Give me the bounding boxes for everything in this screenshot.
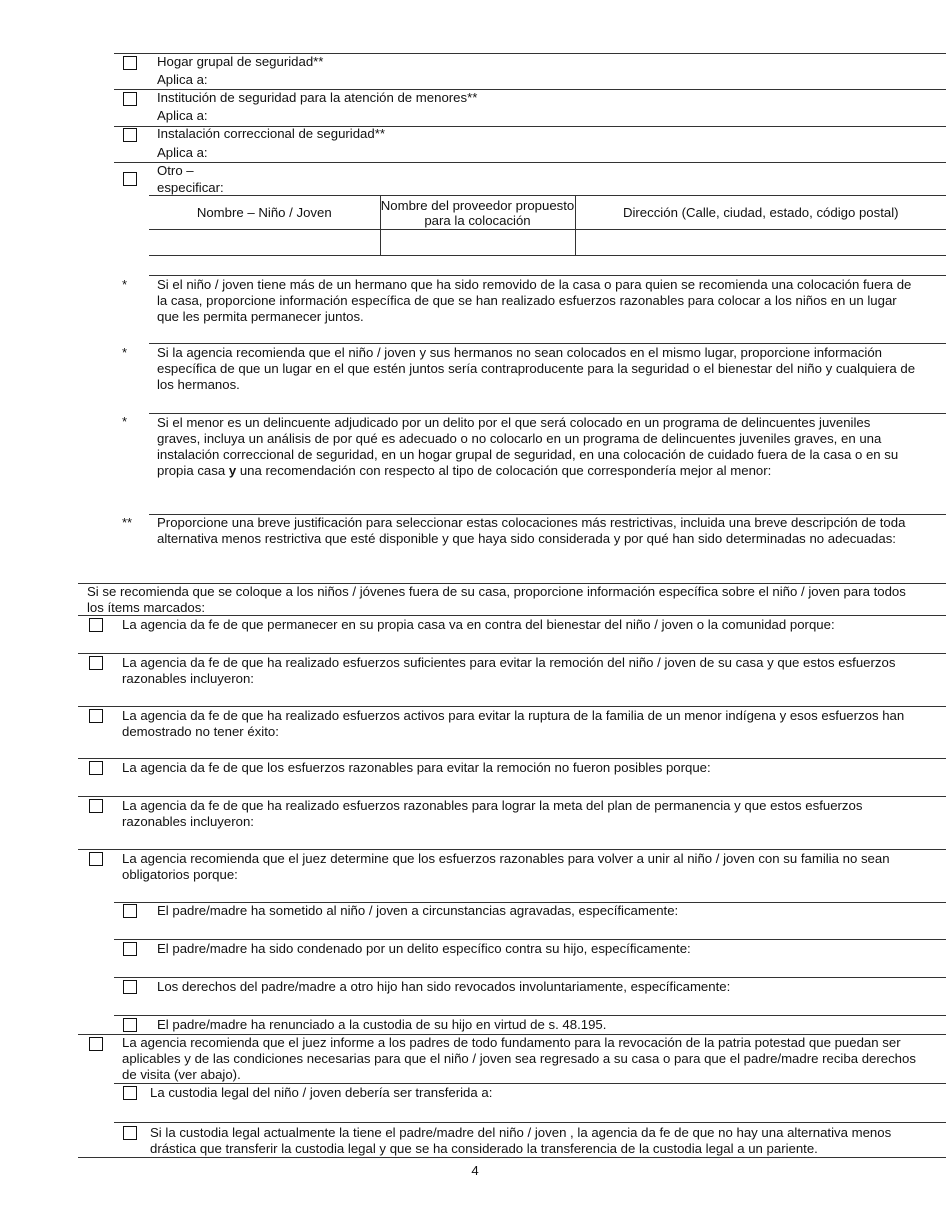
note-marker: **: [122, 515, 133, 530]
reason-text: Los derechos del padre/madre a otro hijo han sido revocados involuntariamente, específicamente:: [157, 979, 731, 994]
address-cell[interactable]: [575, 230, 946, 256]
checkbox-custody-transfer[interactable]: [123, 1086, 137, 1100]
finding-text: La agencia da fe de que los esfuerzos razonables para evitar la remoción no fueron posibles porque:: [122, 760, 711, 775]
checkbox-secure-group-home[interactable]: [123, 56, 137, 70]
table-header: Nombre del proveedor propuesto para la colocación: [380, 197, 575, 228]
table-header: Nombre – Niño / Joven: [149, 196, 380, 230]
note-serious-juvenile: Si el menor es un delincuente adjudicado por un delito por el que será colocado en un programa de delincuentes juveniles graves, incluya un análisis de por qué es adecuado o no colocarlo en un programa de delincuentes juveniles graves, en una instalación correccional de seguridad, en un hogar grupal de seguridad, en una colocación de cuidado fuera de la casa o en su propia casa y una recomendación con respecto al tipo de colocación que correspondería mejor al menor:: [157, 415, 899, 478]
placement-label: Institución de seguridad para la atención de menores**: [157, 90, 478, 105]
custody-text: Si la custodia legal actualmente la tiene el padre/madre del niño / joven , la agencia da fe de que no hay una alternativa menos drástica que transferir la custodia legal y que se ha considerado la transferencia de la custodia legal a un pariente.: [150, 1125, 892, 1156]
note-marker: *: [122, 414, 128, 429]
note-restrictive-justification: Proporcione una breve justificación para seleccionar estas colocaciones más restrictivas, incluida una breve descripción de toda alternativa menos restrictiva que esté disponible y que haya sido considerada y por qué han sido determinadas no adecuadas:: [157, 515, 906, 546]
checkbox-finding-efforts-prevent-removal[interactable]: [89, 656, 103, 670]
placement-applies: Aplica a:: [157, 72, 208, 87]
section-intro: Si se recomienda que se coloque a los niños / jóvenes fuera de su casa, proporcione información específica sobre el niño / joven para todos los ítems marcados:: [87, 584, 906, 615]
checkbox-custody-less-drastic[interactable]: [123, 1126, 137, 1140]
finding-text: La agencia da fe de que ha realizado esfuerzos activos para evitar la ruptura de la familia de un menor indígena y esos esfuerzos han demostrado no tener éxito:: [122, 708, 905, 739]
page-number: 4: [471, 1163, 479, 1178]
checkbox-relinquished-custody[interactable]: [123, 1018, 137, 1032]
placement-label: Hogar grupal de seguridad**: [157, 54, 324, 69]
checkbox-tpr-grounds[interactable]: [89, 1037, 103, 1051]
custody-text: La custodia legal del niño / joven debería ser transferida a:: [150, 1085, 493, 1100]
child-name-cell[interactable]: [149, 230, 380, 256]
checkbox-finding-welfare[interactable]: [89, 618, 103, 632]
placement-label: Otro –: [157, 163, 194, 178]
reason-text: El padre/madre ha sido condenado por un delito específico contra su hijo, específicamente:: [157, 941, 691, 956]
checkbox-aggravated-circumstances[interactable]: [123, 904, 137, 918]
termination-text: La agencia recomienda que el juez informe a los padres de todo fundamento para la revocación de la patria potestad que puedan ser aplicables y de las condiciones necesarias para que el niño / joven sea regresado a su casa o para que el padre/madre reciba derechos de visita (ver abajo).: [122, 1035, 916, 1082]
placement-applies: Aplica a:: [157, 108, 208, 123]
placement-specify: especificar:: [157, 180, 224, 195]
placement-label: Instalación correccional de seguridad**: [157, 126, 385, 141]
note-siblings-apart: Si la agencia recomienda que el niño / joven y sus hermanos no sean colocados en el mismo lugar, proporcione información específica de que un lugar en el que estén juntos sería contraproducente para la seguridad o el bienestar del niño y cualquiera de los hermanos.: [157, 345, 916, 392]
checkbox-finding-reunification-not-required[interactable]: [89, 852, 103, 866]
table-row: [149, 230, 946, 256]
table-header: Dirección (Calle, ciudad, estado, código postal): [575, 196, 946, 230]
checkbox-finding-efforts-not-possible[interactable]: [89, 761, 103, 775]
checkbox-other-placement[interactable]: [123, 172, 137, 186]
note-marker: *: [122, 345, 128, 360]
note-siblings-together: Si el niño / joven tiene más de un hermano que ha sido removido de la casa o para quien se recomienda una colocación fuera de la casa, proporcione información específica de que se han realizado esfuerzos razonables para colocar a los niños en un lugar que les permita permanecer juntos.: [157, 277, 912, 324]
finding-text: La agencia da fe de que ha realizado esfuerzos razonables para lograr la meta del plan de permanencia y que estos esfuerzos razonables incluyeron:: [122, 798, 863, 829]
checkbox-convicted-crime[interactable]: [123, 942, 137, 956]
checkbox-secure-childcare-institution[interactable]: [123, 92, 137, 106]
finding-text: La agencia recomienda que el juez determine que los esfuerzos razonables para volver a unir al niño / joven con su familia no sean obligatorios porque:: [122, 851, 890, 882]
placement-applies: Aplica a:: [157, 145, 208, 160]
reason-text: El padre/madre ha sometido al niño / joven a circunstancias agravadas, específicamente:: [157, 903, 679, 918]
checkbox-finding-permanency-efforts[interactable]: [89, 799, 103, 813]
provider-table: [149, 195, 946, 256]
checkbox-finding-active-efforts-indian[interactable]: [89, 709, 103, 723]
reason-text: El padre/madre ha renunciado a la custodia de su hijo en virtud de s. 48.195.: [157, 1017, 607, 1032]
checkbox-secure-correctional-facility[interactable]: [123, 128, 137, 142]
provider-name-cell[interactable]: [380, 230, 575, 256]
note-marker: *: [122, 277, 128, 292]
checkbox-rights-revoked[interactable]: [123, 980, 137, 994]
finding-text: La agencia da fe de que ha realizado esfuerzos suficientes para evitar la remoción del niño / joven de su casa y que estos esfuerzos razonables incluyeron:: [122, 655, 896, 686]
finding-text: La agencia da fe de que permanecer en su propia casa va en contra del bienestar del niño / joven o la comunidad porque:: [122, 617, 835, 632]
